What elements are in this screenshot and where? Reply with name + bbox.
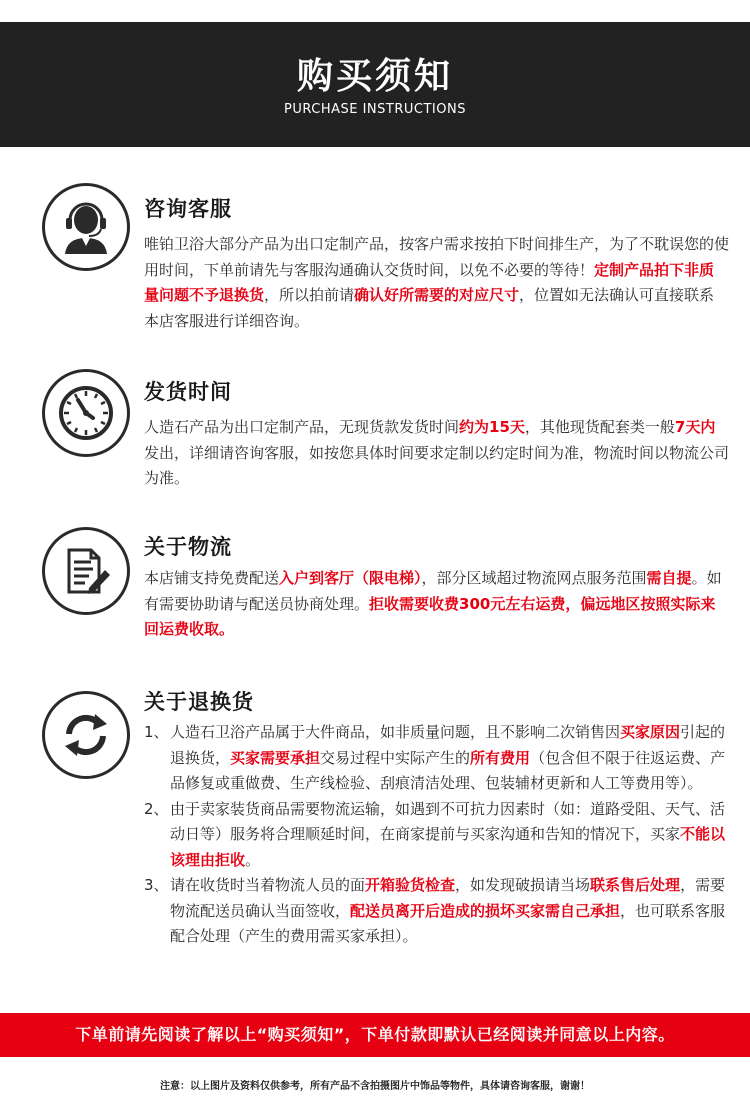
customer-service-icon: [42, 183, 130, 271]
list-item: 3、 请在收货时当着物流人员的面开箱验货检查，如发现破损请当场联系售后处理，需要物流配送员确认当面签收，配送员离开后造成的损坏买家需自己承担，也可联系客服配合处理（产生的费用需买家承担）。: [144, 876, 726, 945]
section-title: 咨询客服: [144, 197, 232, 221]
section-title: 关于退换货: [144, 690, 254, 714]
footnote: 注意：以上图片及资料仅供参考，所有产品不含拍摄图片中饰品等物件，具体请咨询客服，谢谢！: [160, 1081, 590, 1092]
clock-icon: [42, 369, 130, 457]
refresh-icon: [42, 691, 130, 779]
section-body: 人造石产品为出口定制产品，无现货款发货时间约为15天，其他现货配套类一般7天内发出，详细请咨询客服，如按您具体时间要求定制以约定时间为准，物流时间以物流公司为准。: [144, 418, 730, 487]
section-body: 本店铺支持免费配送入户到客厅（限电梯），部分区域超过物流网点服务范围需自提。如有需要协助请与配送员协商处理。拒收需要收费300元左右运费，偏远地区按照实际来回运费收取。: [144, 569, 722, 638]
list-item: 2、 由于卖家装货商品需要物流运输，如遇到不可抗力因素时（如：道路受阻、天气、活动日等）服务将合理顺延时间，在商家提前与买家沟通和告知的情况下，买家不能以该理由拒收。: [144, 799, 726, 869]
section-title: 发货时间: [144, 380, 232, 404]
list-item: 1、 人造石卫浴产品属于大件商品，如非质量问题，且不影响二次销售因买家原因引起的退换货，买家需要承担交易过程中实际产生的所有费用（包含但不限于往返运费、产品修复或重做费、生产线检验、刮痕清洁处理、包装辅材更新和人工等费用等）。: [144, 723, 726, 792]
document-icon: [42, 527, 130, 615]
section-body: 唯铂卫浴大部分产品为出口定制产品，按客户需求按拍下时间排生产，为了不耽误您的使用时间，下单前请先与客服沟通确认交货时间，以免不必要的等待！定制产品拍下非质量问题不予退换货，所以拍前请确认好所需要的对应尺寸，位置如无法确认可直接联系本店客服进行详细咨询。: [144, 235, 730, 330]
page-subtitle: PURCHASE INSTRUCTIONS: [284, 102, 466, 117]
notice-banner: 下单前请先阅读了解以上“购买须知”，下单付款即默认已经阅读并同意以上内容。: [0, 1013, 750, 1057]
page-title: 购买须知: [296, 56, 453, 97]
page-header: [0, 22, 750, 147]
section-body: [144, 720, 729, 950]
section-title: 关于物流: [144, 535, 232, 559]
